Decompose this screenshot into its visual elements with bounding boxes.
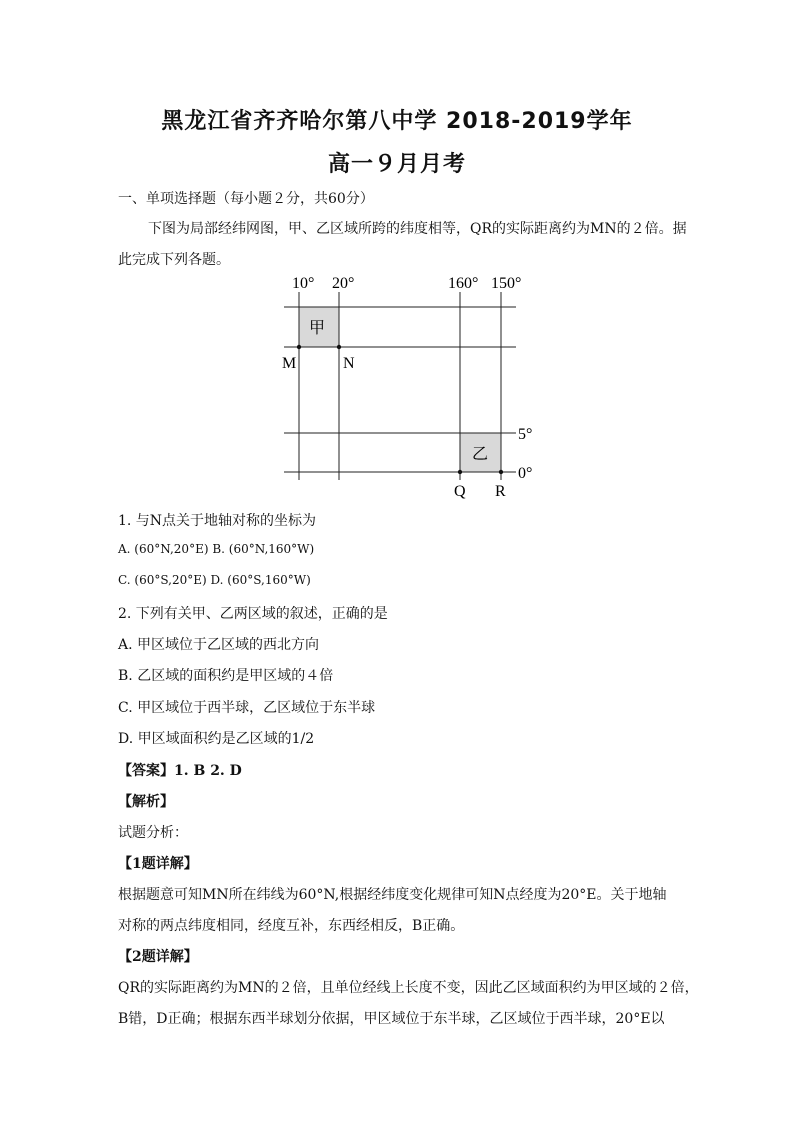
question-1-options-cd: C. (60°S,20°E) D. (60°S,160°W) — [118, 573, 311, 587]
point-n-dot — [337, 345, 341, 349]
point-m-dot — [297, 345, 301, 349]
question-2-stem: 2. 下列有关甲、乙两区域的叙述，正确的是 — [118, 606, 388, 622]
answer-line: 【答案】1. B 2. D — [118, 763, 242, 779]
point-label-n: N — [343, 355, 355, 372]
detail-2-line2: B错，D正确；根据东西半球划分依据，甲区域位于东半球，乙区域位于西半球，20°E以 — [118, 1011, 665, 1027]
point-label-q: Q — [454, 483, 466, 500]
intro-text-line2: 此完成下列各题。 — [118, 252, 230, 268]
question-2-option-d: D. 甲区域面积约是乙区域的1/2 — [118, 731, 315, 747]
lat-label-5: 5° — [518, 426, 533, 443]
question-2-option-b: B. 乙区域的面积约是甲区域的４倍 — [118, 668, 334, 684]
lat-label-0: 0° — [518, 465, 533, 482]
detail-1-line2: 对称的两点纬度相同，经度互补，东西经相反，B正确。 — [118, 918, 465, 934]
lon-label-20: 20° — [332, 275, 355, 292]
lat-long-grid-figure — [270, 268, 560, 503]
question-1-stem: 1. 与N点关于地轴对称的坐标为 — [118, 513, 317, 529]
detail-1-heading: 【1题详解】 — [118, 856, 198, 872]
lon-label-160: 160° — [448, 275, 479, 292]
document-title-line2: 高一９月月考 — [327, 152, 466, 177]
intro-text-line1: 下图为局部经纬网图，甲、乙区域所跨的纬度相等，QR的实际距离约为MN的２倍。据 — [148, 221, 687, 237]
lon-label-150: 150° — [491, 275, 522, 292]
region-label-jia: 甲 — [309, 320, 326, 337]
question-2-option-a: A. 甲区域位于乙区域的西北方向 — [118, 637, 320, 653]
detail-2-line1: QR的实际距离约为MN的２倍，且单位经线上长度不变，因此乙区域面积约为甲区域的２倍， — [118, 980, 699, 996]
lon-label-10: 10° — [292, 275, 315, 292]
point-r-dot — [499, 470, 503, 474]
document-title-line1: 黑龙江省齐齐哈尔第八中学 2018-2019学年 — [161, 109, 633, 134]
point-label-m: M — [282, 355, 297, 372]
analysis-intro: 试题分析： — [118, 825, 188, 841]
section-heading: 一、单项选择题（每小题２分，共60分） — [118, 191, 374, 207]
analysis-heading: 【解析】 — [118, 794, 174, 810]
question-1-options-ab: A. (60°N,20°E) B. (60°N,160°W) — [118, 542, 315, 556]
detail-1-line1: 根据题意可知MN所在纬线为60°N,根据经纬度变化规律可知N点经度为20°E。关于地轴 — [118, 887, 667, 903]
detail-2-heading: 【2题详解】 — [118, 949, 198, 965]
question-2-option-c: C. 甲区域位于西半球，乙区域位于东半球 — [118, 700, 376, 716]
point-q-dot — [458, 470, 462, 474]
region-label-yi: 乙 — [472, 446, 489, 463]
point-label-r: R — [495, 483, 506, 500]
